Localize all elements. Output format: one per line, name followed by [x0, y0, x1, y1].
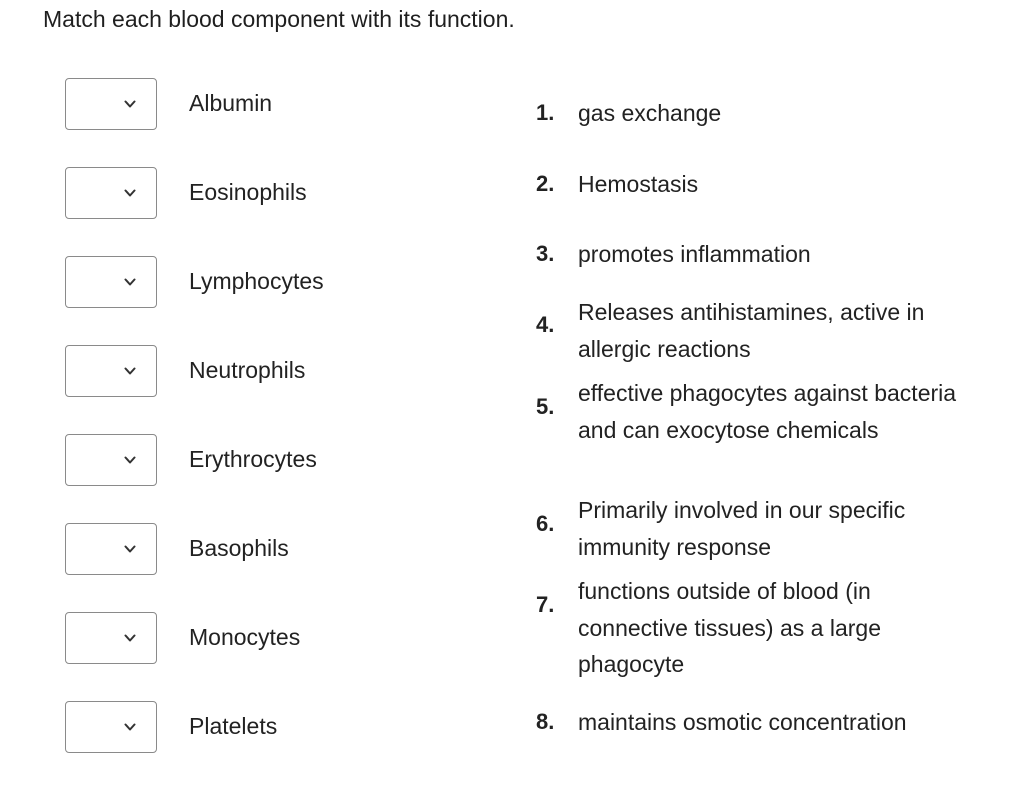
chevron-down-icon [124, 187, 136, 199]
term-label: Neutrophils [189, 357, 306, 383]
answer-dropdown[interactable] [65, 701, 157, 753]
option-number: 8. [536, 709, 555, 734]
term-label: Eosinophils [189, 179, 307, 205]
option-number: 7. [536, 592, 555, 617]
option-text: gas exchange [578, 100, 722, 126]
option-text: functions outside of blood (in connective tissues) as a large phagocyte [578, 578, 881, 677]
option-text: Hemostasis [578, 171, 699, 197]
option-number: 1. [536, 100, 555, 125]
option-text: effective phagocytes against bacteria and can exocytose chemicals [578, 380, 957, 443]
answer-dropdown[interactable] [65, 167, 157, 219]
option-text: maintains osmotic concentration [578, 709, 907, 735]
question-prompt: Match each blood component with its function. [43, 6, 515, 32]
answer-dropdown[interactable] [65, 256, 157, 308]
option-number: 5. [536, 394, 555, 419]
option-number: 2. [536, 171, 555, 196]
answer-dropdown[interactable] [65, 434, 157, 486]
chevron-down-icon [124, 721, 136, 733]
chevron-down-icon [124, 543, 136, 555]
term-label: Platelets [189, 713, 278, 739]
term-label: Erythrocytes [189, 446, 317, 472]
answer-dropdown[interactable] [65, 78, 157, 130]
answer-dropdown[interactable] [65, 345, 157, 397]
term-label: Albumin [189, 90, 273, 116]
option-number: 6. [536, 511, 555, 536]
option-number: 3. [536, 241, 555, 266]
answer-dropdown[interactable] [65, 612, 157, 664]
chevron-down-icon [124, 632, 136, 644]
option-text: Releases antihistamines, active in allergic reactions [578, 299, 925, 362]
term-label: Basophils [189, 535, 289, 561]
chevron-down-icon [124, 98, 136, 110]
option-text: Primarily involved in our specific immunity response [578, 497, 906, 560]
chevron-down-icon [124, 365, 136, 377]
answer-dropdown[interactable] [65, 523, 157, 575]
term-label: Monocytes [189, 624, 301, 650]
chevron-down-icon [124, 454, 136, 466]
option-text: promotes inflammation [578, 241, 811, 267]
term-label: Lymphocytes [189, 268, 324, 294]
option-number: 4. [536, 312, 555, 337]
chevron-down-icon [124, 276, 136, 288]
